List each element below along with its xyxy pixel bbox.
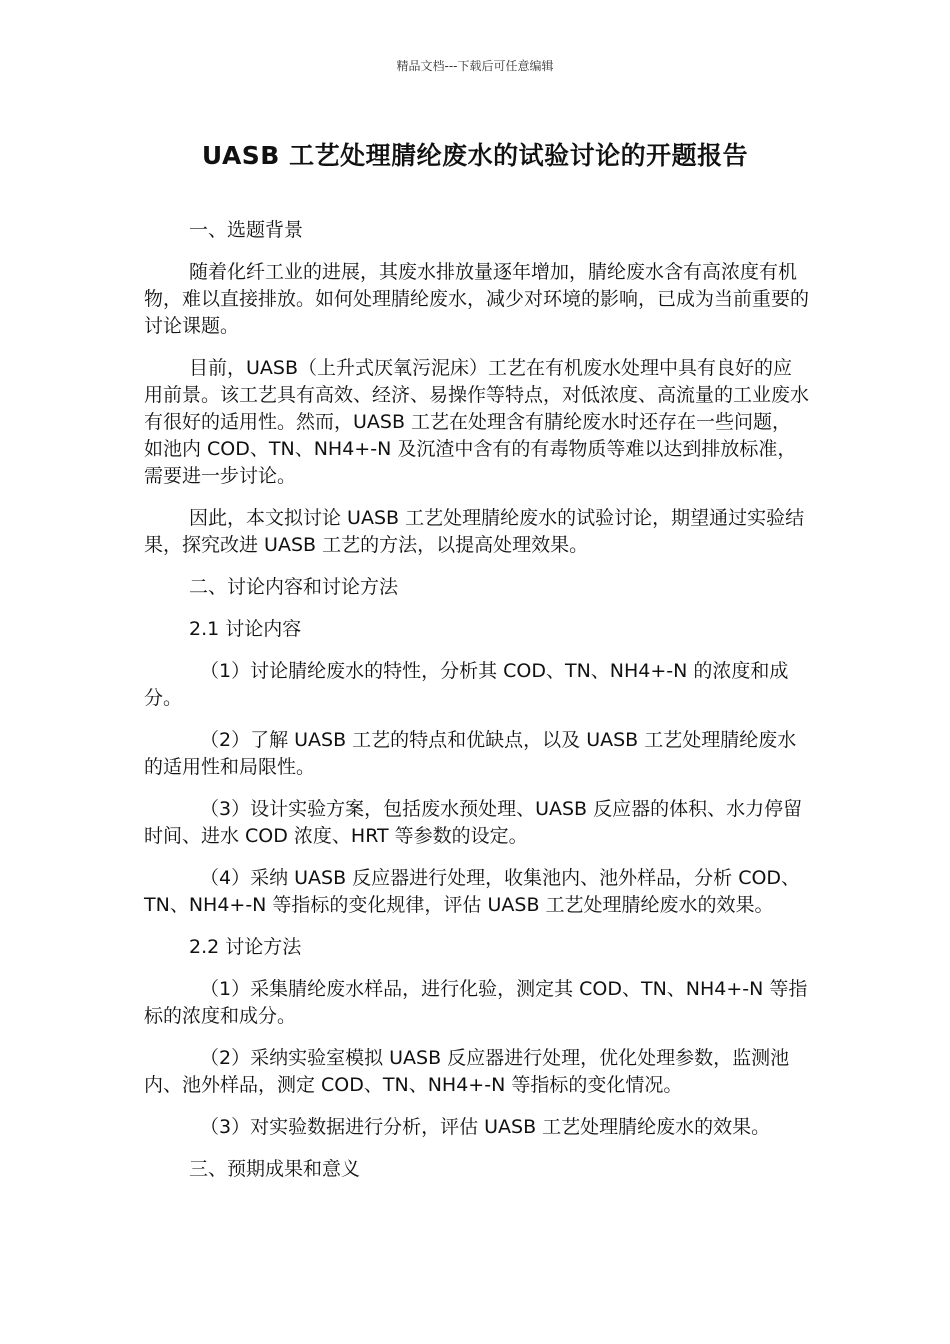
content-item-2: （2）了解 UASB 工艺的特点和优缺点，以及 UASB 工艺处理腈纶废水的适用性和局限性。 [144, 729, 797, 778]
subsection-heading-method: 2.2 讨论方法 [189, 936, 302, 958]
page-header-note: 精品文档---下载后可任意编辑 [396, 59, 554, 73]
section-heading-expected-results: 三、预期成果和意义 [189, 1158, 361, 1180]
paragraph-background-2: 目前，UASB（上升式厌氧污泥床）工艺在有机废水处理中具有良好的应用前景。该工艺具有高效、经济、易操作等特点，对低浓度、高流量的工业废水有很好的适用性。然而，UASB 工艺在处理含有腈纶废水时还存在一些问题，如池内 COD、TN、NH4+-N 及沉渣中含有的有毒物质等难以达到排放标准，需要进一步讨论。 [144, 357, 810, 487]
subsection-heading-content: 2.1 讨论内容 [189, 618, 302, 640]
document-title: UASB 工艺处理腈纶废水的试验讨论的开题报告 [201, 141, 749, 170]
document-body [144, 217, 810, 1198]
content-item-4: （4）采纳 UASB 反应器进行处理，收集池内、池外样品，分析 COD、TN、NH4+-N 等指标的变化规律，评估 UASB 工艺处理腈纶废水的效果。 [144, 867, 801, 916]
content-item-3: （3）设计实验方案，包括废水预处理、UASB 反应器的体积、水力停留时间、进水 COD 浓度、HRT 等参数的设定。 [144, 798, 803, 847]
method-item-1: （1）采集腈纶废水样品，进行化验，测定其 COD、TN、NH4+-N 等指标的浓度和成分。 [144, 978, 808, 1027]
paragraph-background-1: 随着化纤工业的进展，其废水排放量逐年增加，腈纶废水含有高浓度有机物，难以直接排放。如何处理腈纶废水，减少对环境的影响，已成为当前重要的讨论课题。 [144, 261, 810, 337]
method-item-3: （3）对实验数据进行分析，评估 UASB 工艺处理腈纶废水的效果。 [200, 1116, 771, 1138]
content-item-1: （1）讨论腈纶废水的特性，分析其 COD、TN、NH4+-N 的浓度和成分。 [144, 660, 789, 709]
method-item-2: （2）采纳实验室模拟 UASB 反应器进行处理，优化处理参数，监测池内、池外样品，测定 COD、TN、NH4+-N 等指标的变化情况。 [144, 1047, 790, 1096]
paragraph-background-3: 因此，本文拟讨论 UASB 工艺处理腈纶废水的试验讨论，期望通过实验结果，探究改进 UASB 工艺的方法，以提高处理效果。 [144, 507, 805, 556]
section-heading-content-method: 二、讨论内容和讨论方法 [189, 576, 399, 598]
section-heading-background: 一、选题背景 [189, 219, 304, 241]
